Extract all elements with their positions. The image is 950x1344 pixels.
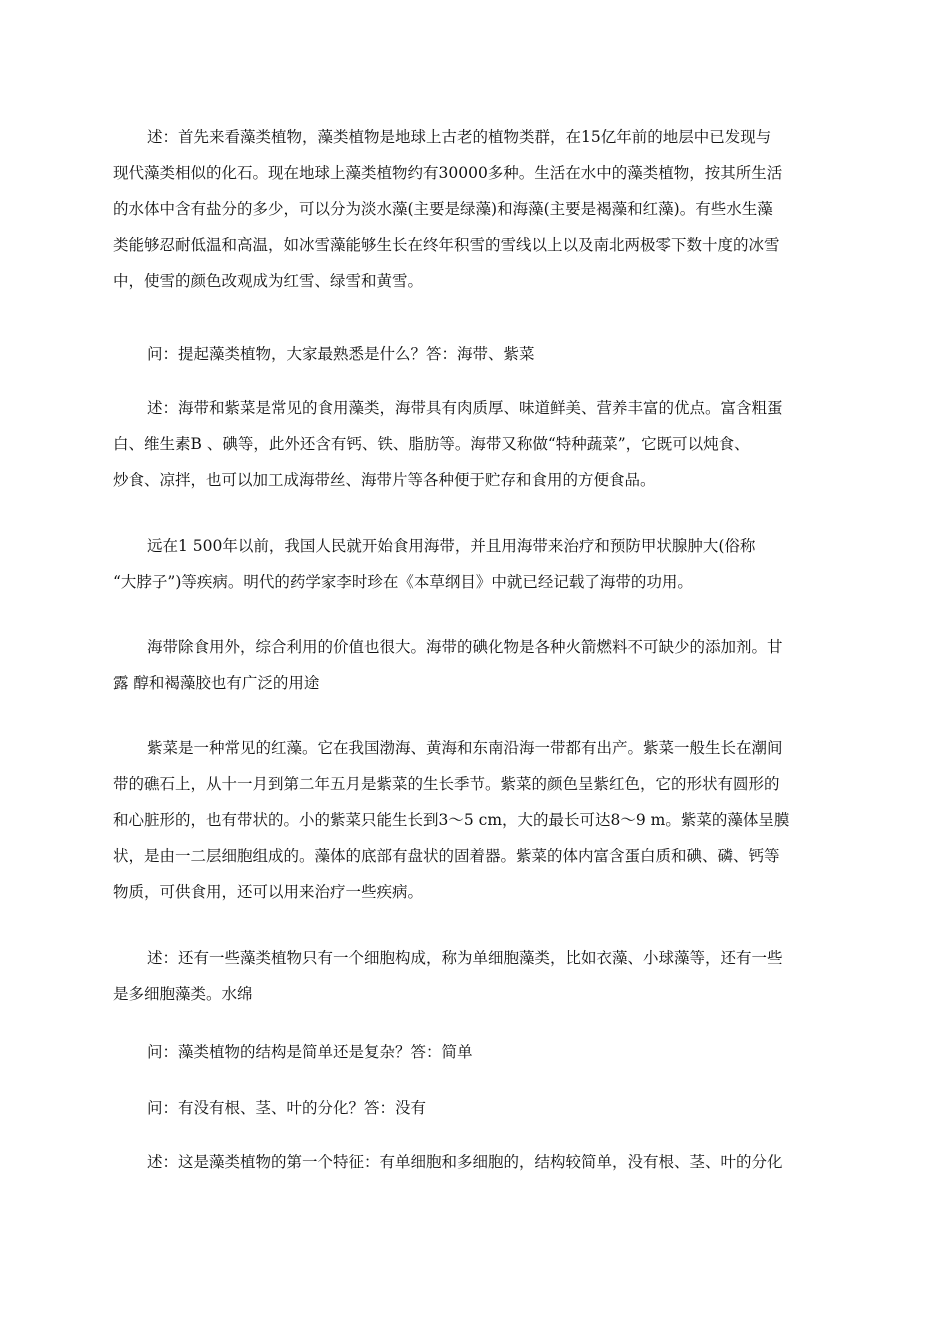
text-line: 问：有没有根、茎、叶的分化？答：没有 xyxy=(147,1099,427,1117)
text-line: 带的礁石上，从十一月到第二年五月是紫菜的生长季节。紫菜的颜色呈紫红色，它的形状有圆形的 xyxy=(113,775,780,793)
paragraph-kelp-uses xyxy=(113,629,838,701)
text-line: 述：这是藻类植物的第一个特征：有单细胞和多细胞的，结构较简单，没有根、茎、叶的分化 xyxy=(147,1153,783,1171)
text-line: 述：还有一些藻类植物只有一个细胞构成，称为单细胞藻类，比如衣藻、小球藻等，还有一些 xyxy=(147,949,783,967)
text-line: 的水体中含有盐分的多少，可以分为淡水藻(主要是绿藻)和海藻(主要是褐藻和红藻)。有些水生藻 xyxy=(113,200,773,218)
text-line: 白、维生素B 、碘等，此外还含有钙、铁、脂肪等。海带又称做“特种蔬菜”，它既可以炖食、 xyxy=(113,435,750,453)
paragraph-intro-algae xyxy=(113,119,838,299)
paragraph-kelp-laver xyxy=(113,390,838,498)
text-line: 和心脏形的，也有带状的。小的紫菜只能生长到3～5 cm，大的最长可达8～9 m。紫菜的藻体呈膜 xyxy=(113,811,790,829)
paragraph-single-cell xyxy=(113,940,838,1012)
paragraph-history xyxy=(113,528,838,600)
paragraph-question-structure xyxy=(113,1034,838,1070)
text-line: 类能够忍耐低温和高温，如冰雪藻能够生长在终年积雪的雪线以上以及南北两极零下数十度的冰雪 xyxy=(113,236,780,254)
text-line: 炒食、凉拌，也可以加工成海带丝、海带片等各种便于贮存和食用的方便食品。 xyxy=(113,471,656,489)
text-line: 述：海带和紫菜是常见的食用藻类，海带具有肉质厚、味道鲜美、营养丰富的优点。富含粗蛋 xyxy=(147,399,783,417)
paragraph-question-organs xyxy=(113,1090,838,1126)
text-line: 露 醇和褐藻胶也有广泛的用途 xyxy=(113,674,320,692)
text-line: 物质，可供食用，还可以用来治疗一些疾病。 xyxy=(113,883,424,901)
paragraph-laver xyxy=(113,730,838,910)
text-line: 中，使雪的颜色改观成为红雪、绿雪和黄雪。 xyxy=(113,272,424,290)
text-line: 海带除食用外，综合利用的价值也很大。海带的碘化物是各种火箭燃料不可缺少的添加剂。甘 xyxy=(147,638,783,656)
paragraph-question-familiar xyxy=(113,336,838,372)
text-line: 问：藻类植物的结构是简单还是复杂？答：简单 xyxy=(147,1043,473,1061)
text-line: 问：提起藻类植物，大家最熟悉是什么？答：海带、紫菜 xyxy=(147,345,535,363)
paragraph-first-feature xyxy=(113,1144,838,1180)
text-line: 远在1 500年以前，我国人民就开始食用海带，并且用海带来治疗和预防甲状腺肿大(俗称 xyxy=(147,537,756,555)
text-line: 现代藻类相似的化石。现在地球上藻类植物约有30000多种。生活在水中的藻类植物，按其所生活 xyxy=(113,164,783,182)
text-line: “大脖子”)等疾病。明代的药学家李时珍在《本草纲目》中就已经记载了海带的功用。 xyxy=(113,573,693,591)
text-line: 述：首先来看藻类植物，藻类植物是地球上古老的植物类群，在15亿年前的地层中已发现与 xyxy=(147,128,772,146)
text-line: 状，是由一二层细胞组成的。藻体的底部有盘状的固着器。紫菜的体内富含蛋白质和碘、磷、钙等 xyxy=(113,847,780,865)
text-line: 是多细胞藻类。水绵 xyxy=(113,985,253,1003)
text-line: 紫菜是一种常见的红藻。它在我国渤海、黄海和东南沿海一带都有出产。紫菜一般生长在潮间 xyxy=(147,739,783,757)
